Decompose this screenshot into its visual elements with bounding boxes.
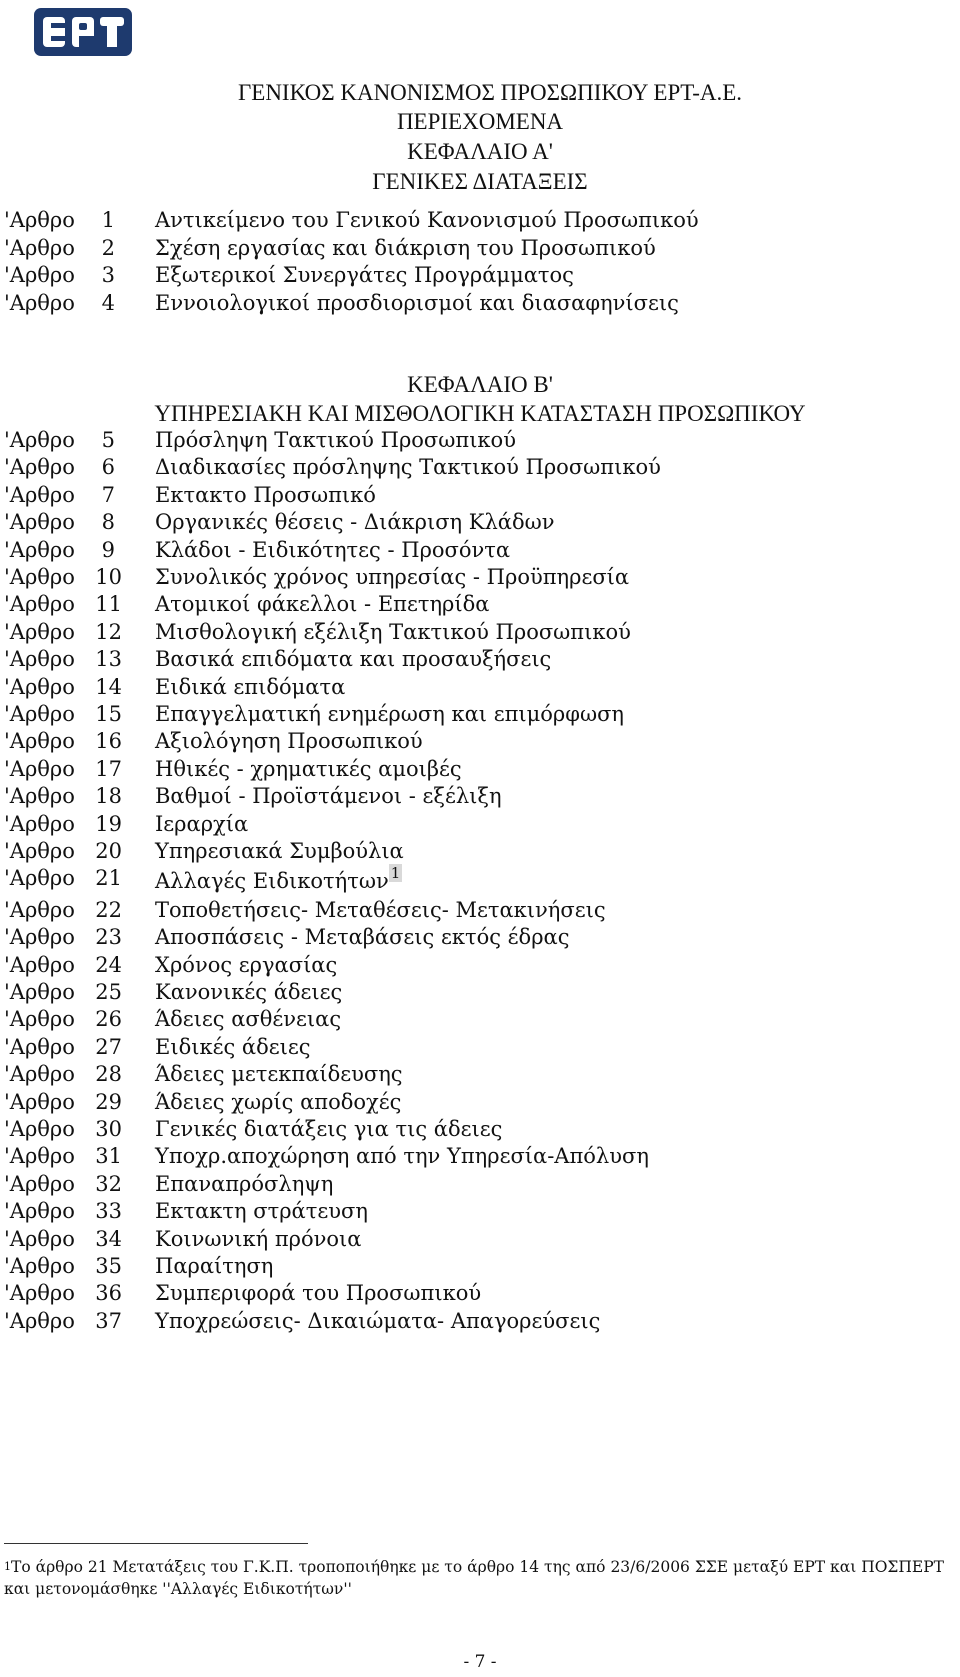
article-title-text: Κλάδοι - Ειδικότητες - Προσόντα bbox=[155, 537, 511, 562]
article-word: 'Αρθρο bbox=[4, 263, 75, 287]
article-word: 'Αρθρο bbox=[4, 839, 75, 863]
article-word: 'Αρθρο bbox=[4, 866, 75, 891]
article-word: 'Αρθρο bbox=[4, 1254, 75, 1278]
article-title bbox=[155, 1199, 368, 1223]
article-title bbox=[155, 953, 337, 977]
article-number: 28 bbox=[95, 1062, 122, 1087]
article-word: 'Αρθρο bbox=[4, 1281, 75, 1306]
article-title-text: Χρόνος εργασίας bbox=[155, 952, 338, 977]
article-word: 'Αρθρο bbox=[4, 592, 75, 617]
article-title bbox=[155, 1117, 502, 1141]
article-number: 13 bbox=[95, 647, 122, 672]
chapter-b-subtitle: ΥΠΗΡΕΣΙΑΚΗ ΚΑΙ ΜΙΣΘΟΛΟΓΙΚΗ ΚΑΤΑΣΤΑΣΗ ΠΡΟΣΩΠΙΚΟΥ bbox=[154, 401, 806, 426]
article-title-text: Οργανικές θέσεις - Διάκριση Κλάδων bbox=[155, 510, 555, 535]
article-title-text: Βασικά επιδόματα και προσαυξήσεις bbox=[155, 647, 552, 672]
article-title bbox=[155, 980, 342, 1004]
article-title-text: Τοποθετήσεις- Μεταθέσεις- Μετακινήσεις bbox=[155, 897, 606, 922]
article-number: 2 bbox=[101, 235, 115, 260]
article-number: 11 bbox=[95, 592, 122, 617]
article-title-text: Εννοιολογικοί προσδιορισμοί και διασαφηνίσεις bbox=[155, 290, 679, 315]
article-title bbox=[155, 208, 699, 232]
article-word: 'Αρθρο bbox=[4, 290, 75, 315]
article-title-text: Ειδικές άδειες bbox=[155, 1034, 311, 1059]
article-number: 19 bbox=[95, 811, 122, 836]
ert-logo bbox=[34, 8, 132, 56]
article-title-text: Επαναπρόσληψη bbox=[155, 1171, 334, 1196]
article-title bbox=[155, 1227, 361, 1251]
article-title-text: Άδειες ασθένειας bbox=[155, 1007, 342, 1032]
article-title-text: Αντικείμενο του Γενικού Κανονισμού Προσωπικού bbox=[155, 208, 699, 232]
article-word: 'Αρθρο bbox=[4, 565, 75, 589]
article-number: 31 bbox=[95, 1144, 122, 1169]
article-title-text: Εκτακτο Προσωπικό bbox=[155, 482, 376, 507]
article-word: 'Αρθρο bbox=[4, 619, 75, 644]
article-number: 6 bbox=[101, 455, 115, 480]
article-title bbox=[155, 866, 402, 893]
article-word: 'Αρθρο bbox=[4, 1117, 75, 1141]
article-title-text: Ηθικές - χρηματικές αμοιβές bbox=[155, 756, 462, 781]
article-number: 35 bbox=[95, 1254, 122, 1278]
article-title bbox=[155, 812, 248, 836]
article-number: 9 bbox=[101, 537, 115, 562]
article-title-text: Κανονικές άδειες bbox=[155, 980, 343, 1004]
article-word: 'Αρθρο bbox=[4, 1062, 75, 1087]
article-title-text: Υπηρεσιακά Συμβούλια bbox=[155, 839, 404, 863]
article-number: 32 bbox=[95, 1171, 122, 1196]
article-title-text: Άδειες χωρίς αποδοχές bbox=[155, 1089, 402, 1114]
article-title bbox=[155, 1309, 600, 1333]
article-word: 'Αρθρο bbox=[4, 1308, 75, 1333]
article-title bbox=[155, 483, 376, 507]
article-number: 1 bbox=[101, 208, 115, 232]
article-number: 15 bbox=[95, 702, 122, 726]
article-title bbox=[155, 291, 679, 315]
article-title bbox=[155, 702, 624, 726]
article-number: 30 bbox=[95, 1117, 122, 1141]
article-title bbox=[155, 620, 631, 644]
article-word: 'Αρθρο bbox=[4, 784, 75, 809]
article-title-text: Πρόσληψη Τακτικού Προσωπικού bbox=[155, 428, 516, 452]
article-number: 22 bbox=[95, 897, 122, 922]
article-title bbox=[155, 1062, 403, 1086]
article-title-text: Ατομικοί φάκελλοι - Επετηρίδα bbox=[155, 592, 490, 617]
article-word: 'Αρθρο bbox=[4, 1226, 75, 1251]
article-number: 29 bbox=[95, 1089, 122, 1114]
article-word: 'Αρθρο bbox=[4, 980, 75, 1004]
article-title-text: Συνολικός χρόνος υπηρεσίας - Προϋπηρεσία bbox=[155, 565, 630, 589]
footnote-separator bbox=[4, 1543, 308, 1544]
article-word: 'Αρθρο bbox=[4, 1034, 75, 1059]
chapter-a-subtitle: ΓΕΝΙΚΕΣ ΔΙΑΤΑΞΕΙΣ bbox=[372, 169, 588, 194]
article-title bbox=[155, 1172, 333, 1196]
article-title-text: Σχέση εργασίας και διάκριση του Προσωπικού bbox=[155, 235, 656, 260]
page-number: - 7 - bbox=[463, 1652, 497, 1672]
article-title bbox=[155, 510, 555, 534]
article-title bbox=[155, 1007, 341, 1031]
article-number: 17 bbox=[95, 756, 122, 781]
article-title bbox=[155, 592, 489, 616]
article-title bbox=[155, 455, 661, 479]
article-title-text: Υποχρεώσεις- Δικαιώματα- Απαγορεύσεις bbox=[155, 1308, 601, 1333]
article-title-text: Βαθμοί - Προϊστάμενοι - εξέλιξη bbox=[155, 784, 502, 809]
article-title-text: Άδειες μετεκπαίδευσης bbox=[155, 1062, 403, 1087]
article-number: 24 bbox=[95, 952, 122, 977]
article-number: 18 bbox=[95, 784, 122, 809]
article-number: 26 bbox=[95, 1007, 122, 1032]
article-title bbox=[155, 839, 404, 863]
footnote-text: Το άρθρο 21 Μετατάξεις του Γ.Κ.Π. τροποποιήθηκε με το άρθρο 14 της από 23/6/2006 ΣΣΕ μεταξύ ΕΡΤ και ΠΟΣΠΕΡΤ και μετονομάσθηκε ''Αλλαγές Ειδικοτήτων'' bbox=[4, 1558, 944, 1598]
article-word: 'Αρθρο bbox=[4, 811, 75, 836]
article-title-text: Διαδικασίες πρόσληψης Τακτικού Προσωπικού bbox=[155, 455, 661, 480]
ert-logo-mark bbox=[34, 8, 132, 56]
article-title-text: Ειδικά επιδόματα bbox=[155, 674, 346, 699]
article-number: 8 bbox=[101, 510, 115, 535]
article-word: 'Αρθρο bbox=[4, 702, 75, 726]
article-number: 20 bbox=[95, 839, 122, 863]
article-title bbox=[155, 729, 423, 753]
article-number: 5 bbox=[101, 428, 115, 452]
article-number: 21 bbox=[95, 866, 122, 891]
article-word: 'Αρθρο bbox=[4, 1144, 75, 1169]
document-title: ΓΕΝΙΚΟΣ ΚΑΝΟΝΙΣΜΟΣ ΠΡΟΣΩΠΙΚΟΥ ΕΡΤ-Α.Ε. bbox=[237, 80, 743, 105]
article-word: 'Αρθρο bbox=[4, 482, 75, 507]
article-title-text: Αλλαγές Ειδικοτήτων bbox=[155, 869, 389, 894]
article-title bbox=[155, 263, 574, 287]
article-title bbox=[155, 898, 606, 922]
article-number: 25 bbox=[95, 980, 122, 1004]
article-title-text: Γενικές διατάξεις για τις άδειες bbox=[155, 1117, 503, 1141]
article-word: 'Αρθρο bbox=[4, 756, 75, 781]
article-title bbox=[155, 784, 502, 808]
article-number: 4 bbox=[101, 290, 115, 315]
article-title-text: Ιεραρχία bbox=[155, 811, 249, 836]
article-number: 23 bbox=[95, 925, 122, 950]
footnote-mark: 1 bbox=[4, 1560, 11, 1573]
article-word: 'Αρθρο bbox=[4, 1171, 75, 1196]
article-word: 'Αρθρο bbox=[4, 537, 75, 562]
article-number: 27 bbox=[95, 1034, 122, 1059]
article-title bbox=[155, 565, 629, 589]
article-word: 'Αρθρο bbox=[4, 925, 75, 950]
article-number: 14 bbox=[95, 674, 122, 699]
article-word: 'Αρθρο bbox=[4, 235, 75, 260]
article-number: 36 bbox=[95, 1281, 122, 1306]
article-number: 33 bbox=[95, 1199, 122, 1224]
article-title bbox=[155, 428, 516, 452]
article-title bbox=[155, 925, 569, 949]
article-number: 7 bbox=[101, 482, 115, 507]
article-title bbox=[155, 1035, 310, 1059]
article-number: 16 bbox=[95, 729, 122, 754]
article-number: 10 bbox=[95, 565, 122, 589]
article-title-text: Αποσπάσεις - Μεταβάσεις εκτός έδρας bbox=[155, 925, 570, 950]
article-title bbox=[155, 675, 345, 699]
article-word: 'Αρθρο bbox=[4, 897, 75, 922]
article-word: 'Αρθρο bbox=[4, 647, 75, 672]
article-title-text: Παραίτηση bbox=[155, 1254, 274, 1278]
chapter-b-label: ΚΕΦΑΛΑΙΟ Β' bbox=[407, 372, 553, 397]
article-word: 'Αρθρο bbox=[4, 1089, 75, 1114]
article-title-text: Αξιολόγηση Προσωπικού bbox=[155, 729, 423, 754]
article-title-text: Υποχρ.αποχώρηση από την Υπηρεσία-Απόλυση bbox=[155, 1144, 649, 1169]
article-title bbox=[155, 538, 510, 562]
article-number: 34 bbox=[95, 1226, 122, 1251]
article-title-text: Εξωτερικοί Συνεργάτες Προγράμματος bbox=[155, 263, 574, 287]
article-title-text: Εκτακτη στράτευση bbox=[155, 1199, 368, 1224]
footnote-reference[interactable]: 1 bbox=[390, 864, 401, 883]
article-number: 3 bbox=[101, 263, 115, 287]
article-word: 'Αρθρο bbox=[4, 729, 75, 754]
article-title-text: Επαγγελματική ενημέρωση και επιμόρφωση bbox=[155, 702, 624, 726]
article-title-text: Συμπεριφορά του Προσωπικού bbox=[155, 1281, 482, 1306]
article-title bbox=[155, 1090, 401, 1114]
article-word: 'Αρθρο bbox=[4, 952, 75, 977]
article-title bbox=[155, 647, 551, 671]
article-title-text: Μισθολογική εξέλιξη Τακτικού Προσωπικού bbox=[155, 619, 631, 644]
article-title bbox=[155, 757, 462, 781]
article-title bbox=[155, 1254, 273, 1278]
footnote bbox=[4, 1556, 956, 1600]
article-word: 'Αρθρο bbox=[4, 674, 75, 699]
article-word: 'Αρθρο bbox=[4, 510, 75, 535]
article-title-text: Κοινωνική πρόνοια bbox=[155, 1226, 362, 1251]
article-word: 'Αρθρο bbox=[4, 1199, 75, 1224]
article-word: 'Αρθρο bbox=[4, 208, 75, 232]
article-title bbox=[155, 1281, 481, 1305]
article-title bbox=[155, 1144, 649, 1168]
article-word: 'Αρθρο bbox=[4, 1007, 75, 1032]
chapter-a-label: ΚΕΦΑΛΑΙΟ Α' bbox=[407, 139, 553, 164]
contents-heading: ΠΕΡΙΕΧΟΜΕΝΑ bbox=[396, 109, 564, 134]
article-word: 'Αρθρο bbox=[4, 455, 75, 480]
article-number: 37 bbox=[95, 1308, 122, 1333]
article-number: 12 bbox=[95, 619, 122, 644]
article-title bbox=[155, 236, 656, 260]
article-word: 'Αρθρο bbox=[4, 428, 75, 452]
